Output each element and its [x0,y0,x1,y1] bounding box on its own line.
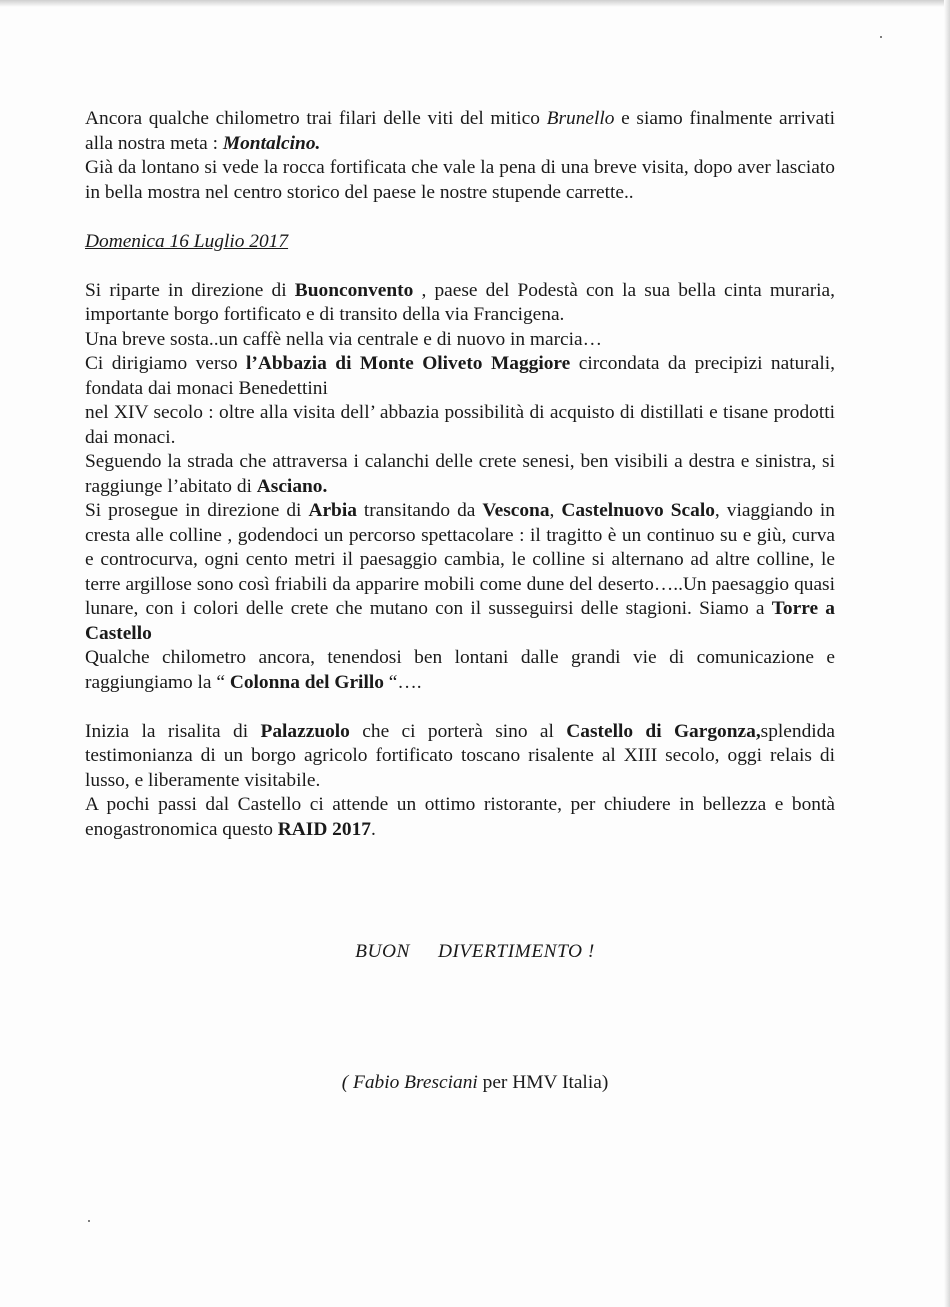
text-span: , viaggiando in cresta alle colline , godendoci un percorso spettacolare : il tragitto è un continuo su e giù, curva e controcurva, ogni cento metri il paesaggio cambia, le colline si alternano ad altre colline, le terre argillose sono così friabili da apparire mobili come dune del deserto…..Un paesaggio quasi lunare, con i colori delle crete che mutano con il susseguirsi delle stagioni. Siamo a [85,500,835,619]
text-span: circondata da precipizi naturali, fondata dai monaci Benedettini [85,353,835,399]
paragraph-buonconvento [85,279,835,328]
author-name: Fabio Bresciani [353,1072,478,1093]
text-span: Ancora qualche chilometro trai filari delle viti del mitico [85,108,547,129]
paragraph-rocca [85,156,835,205]
divertimento-text: DIVERTIMENTO ! [437,941,595,962]
castelnuovo-bold: Castelnuovo Scalo [561,500,715,521]
author-org: per HMV Italia) [477,1072,609,1093]
colonna-bold: Colonna del Grillo [229,671,384,693]
text-span: Ci dirigiamo verso [85,353,247,374]
buonconvento-bold: Buonconvento [294,279,414,301]
date-text: Domenica 16 Luglio 2017 [85,230,289,252]
paragraph-ristorante [85,793,835,842]
asciano-bold: Asciano. [256,475,328,497]
text-span: A pochi passi dal Castello ci attende un ottimo ristorante, per chiudere in bellezza e bontà enogastronomica questo [85,794,835,840]
text-span: Si riparte in direzione di [85,279,295,301]
paragraph-gargonza [85,720,835,794]
closing-greeting [0,941,950,963]
text-span: Una breve sosta..un caffè nella via centrale e di nuovo in marcia… [85,328,603,350]
vescona-bold: Vescona [482,500,550,521]
text-span: Già da lontano si vede la rocca fortificata che vale la pena di una breve visita, dopo aver lasciato in bella mostra nel centro storico del paese le nostre stupende carrette.. [85,157,835,203]
paragraph-grillo [85,646,835,695]
paragraph-sosta [85,328,835,353]
text-span: nel XIV secolo : oltre alla visita dell’ abbazia possibilità di acquisto di distillati e tisane prodotti dai monaci. [85,402,835,448]
signature-line [0,1072,950,1094]
text-span: , [549,500,562,521]
text-span: transitando da [356,500,483,521]
scan-speck [880,36,882,38]
scan-speck [88,1220,90,1222]
text-span: Inizia la risalita di [85,720,261,742]
paragraph-secolo [85,401,835,450]
arbia-bold: Arbia [308,500,357,521]
raid-bold: RAID 2017 [277,818,371,840]
palazzuolo-bold: Palazzuolo [260,720,350,742]
text-span: Seguendo la strada che attraversa i calanchi delle crete senesi, ben visibili a destra e sinistra, si raggiunge l’abitato di [85,451,835,497]
text-span: e siamo finalmente arrivati alla nostra meta : [85,108,835,154]
montalcino-bold: Montalcino. [222,132,321,154]
text-span: Qualche chilometro ancora, tenendosi ben lontani dalle grandi vie di comunicazione e raggiungiamo la “ [85,647,835,693]
text-span: “…. [383,671,422,693]
paragraph-arbia [85,499,835,646]
gargonza-bold: Castello di Gargonza, [566,720,761,742]
scan-edge-right [944,0,950,1307]
paragraph-abbazia [85,352,835,401]
text-span: che ci porterà sino al [349,720,567,742]
date-heading [85,230,835,255]
text-span: . [370,818,376,840]
paragraph-montalcino [85,107,835,156]
paren-open: ( [341,1072,354,1093]
scan-edge-top [0,0,950,7]
text-span: splendida testimonianza di un borgo agricolo fortificato toscano risalente al XIII secolo, oggi relais di lusso, e liberamente visitabile. [85,720,835,791]
abbazia-bold: l’Abbazia di Monte Oliveto Maggiore [246,353,571,374]
brunello-italic: Brunello [546,108,615,129]
text-span: , paese del Podestà con la sua bella cinta muraria, importante borgo fortificato e di transito della via Francigena. [85,279,835,325]
torre-bold: Torre a Castello [85,598,835,644]
paragraph-asciano [85,450,835,499]
buon-text: BUON [355,941,410,962]
text-span: Si prosegue in direzione di [85,500,309,521]
document-body [85,107,835,842]
